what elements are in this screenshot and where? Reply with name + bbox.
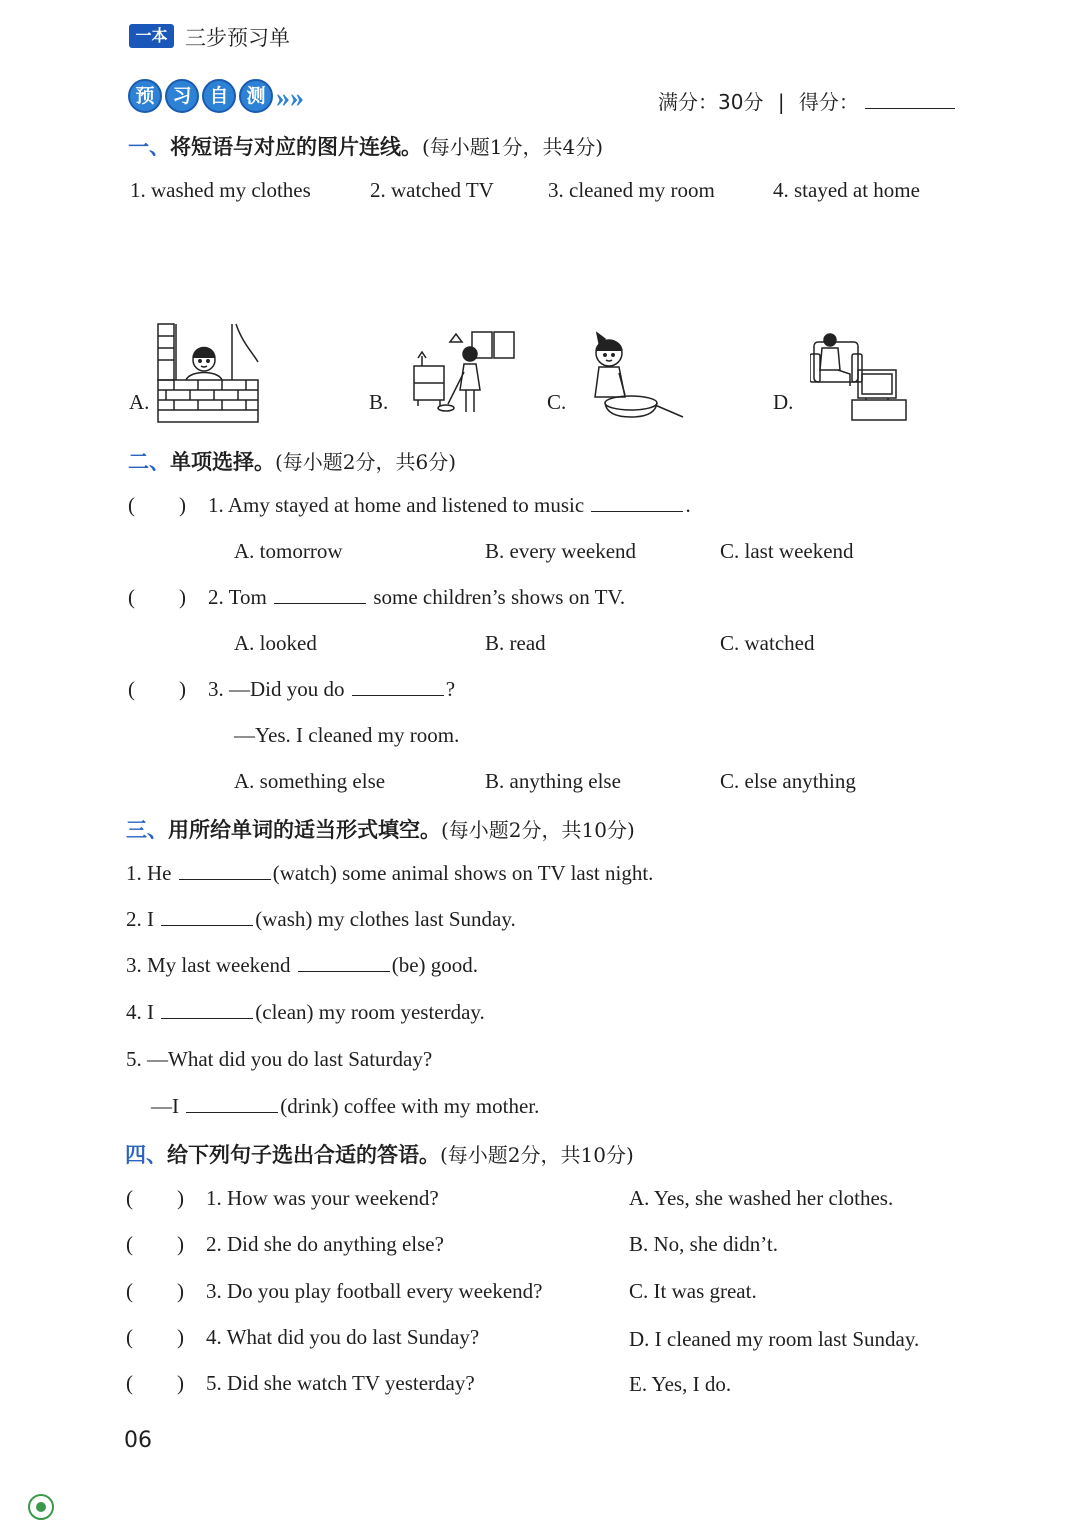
fill-question-5-response: —I (drink) coffee with my mother.: [151, 1094, 540, 1118]
girl-at-window-illustration: [156, 322, 260, 424]
q1-option-c[interactable]: C. last weekend: [720, 539, 854, 563]
answer-blank[interactable]: [186, 1111, 278, 1113]
score-blank[interactable]: [865, 108, 955, 109]
section3-number: 三、: [126, 818, 168, 842]
answer-paren[interactable]: ( ): [128, 677, 186, 701]
phrase-1: 1. washed my clothes: [130, 178, 311, 202]
washing-clothes-illustration: [585, 325, 685, 421]
choice-question-1: 1. Amy stayed at home and listened to music .: [208, 493, 691, 517]
picture-label-b: B.: [369, 390, 389, 414]
match-question-1: 1. How was your weekend?: [206, 1186, 439, 1210]
section4-title: 给下列句子选出合适的答语。: [167, 1143, 440, 1167]
answer-paren[interactable]: ( ): [128, 493, 186, 517]
banner-char-2: 习: [165, 79, 199, 113]
section1-heading: [128, 131, 603, 161]
section2-heading: [128, 446, 456, 476]
section2-note: (每小题2分，共6分): [275, 450, 457, 474]
answer-paren[interactable]: ( ): [126, 1371, 184, 1395]
fill-question-3: 3. My last weekend (be) good.: [126, 953, 479, 977]
section3-note: (每小题2分，共10分): [441, 818, 635, 842]
section4-heading: [125, 1139, 634, 1169]
match-answer-c: C. It was great.: [629, 1279, 757, 1303]
score-area: [658, 86, 955, 115]
q2-option-a[interactable]: A. looked: [234, 631, 317, 655]
q3-response: —Yes. I cleaned my room.: [234, 723, 460, 747]
page-number: 06: [124, 1428, 152, 1453]
section1-title: 将短语与对应的图片连线。: [170, 135, 422, 159]
match-question-4: 4. What did you do last Sunday?: [206, 1325, 480, 1349]
got-score-label: 得分：: [798, 90, 859, 114]
q3-option-a[interactable]: A. something else: [234, 769, 386, 793]
phrase-3: 3. cleaned my room: [548, 178, 715, 202]
full-score-label: 满分：30分: [658, 90, 764, 114]
answer-blank[interactable]: [274, 602, 366, 604]
match-answer-a: A. Yes, she washed her clothes.: [629, 1186, 894, 1210]
section4-note: (每小题2分，共10分): [440, 1143, 634, 1167]
score-divider: |: [777, 90, 785, 114]
phrase-4: 4. stayed at home: [773, 178, 920, 202]
answer-blank[interactable]: [298, 970, 390, 972]
brand-badge: 一本: [129, 24, 174, 48]
fill-question-4: 4. I (clean) my room yesterday.: [126, 1000, 485, 1024]
match-question-2: 2. Did she do anything else?: [206, 1232, 444, 1256]
answer-paren[interactable]: ( ): [126, 1279, 184, 1303]
fill-question-2: 2. I (wash) my clothes last Sunday.: [126, 907, 516, 931]
section2-title: 单项选择。: [170, 450, 275, 474]
answer-paren[interactable]: ( ): [126, 1232, 184, 1256]
header-title: 三步预习单: [185, 26, 290, 50]
answer-blank[interactable]: [161, 1017, 253, 1019]
section1-number: 一、: [128, 135, 170, 159]
answer-blank[interactable]: [352, 694, 444, 696]
section4-number: 四、: [125, 1143, 167, 1167]
section2-number: 二、: [128, 450, 170, 474]
fill-question-1: 1. He (watch) some animal shows on TV last night.: [126, 861, 654, 885]
section3-title: 用所给单词的适当形式填空。: [168, 818, 441, 842]
watermark-logo-icon: [26, 1492, 56, 1522]
choice-question-2: 2. Tom some children’s shows on TV.: [208, 585, 626, 609]
q2-option-b[interactable]: B. read: [485, 631, 546, 655]
phrase-2: 2. watched TV: [370, 178, 494, 202]
answer-blank[interactable]: [179, 878, 271, 880]
match-answer-d: D. I cleaned my room last Sunday.: [629, 1327, 920, 1351]
answer-blank[interactable]: [591, 510, 683, 512]
section1-note: (每小题1分，共4分): [422, 135, 604, 159]
banner-arrows-icon: »»: [276, 82, 304, 114]
q3-option-c[interactable]: C. else anything: [720, 769, 856, 793]
q3-option-b[interactable]: B. anything else: [485, 769, 621, 793]
answer-paren[interactable]: ( ): [126, 1325, 184, 1349]
q1-option-a[interactable]: A. tomorrow: [234, 539, 343, 563]
section3-heading: [126, 814, 635, 844]
answer-paren[interactable]: ( ): [126, 1186, 184, 1210]
picture-label-a: A.: [129, 390, 150, 414]
match-question-3: 3. Do you play football every weekend?: [206, 1279, 543, 1303]
banner-char-4: 测: [239, 79, 273, 113]
match-question-5: 5. Did she watch TV yesterday?: [206, 1371, 475, 1395]
watching-tv-illustration: [810, 330, 910, 422]
q2-option-c[interactable]: C. watched: [720, 631, 815, 655]
match-answer-b: B. No, she didn’t.: [629, 1232, 778, 1256]
picture-label-d: D.: [773, 390, 794, 414]
match-answer-e: E. Yes, I do.: [629, 1372, 732, 1396]
answer-blank[interactable]: [161, 924, 253, 926]
choice-question-3: 3. —Did you do ?: [208, 677, 456, 701]
answer-paren[interactable]: ( ): [128, 585, 186, 609]
preview-banner: [128, 79, 304, 114]
q1-option-b[interactable]: B. every weekend: [485, 539, 637, 563]
banner-char-3: 自: [202, 79, 236, 113]
picture-label-c: C.: [547, 390, 567, 414]
sweeping-room-illustration: [412, 328, 520, 420]
fill-question-5: 5. —What did you do last Saturday?: [126, 1047, 433, 1071]
banner-char-1: 预: [128, 79, 162, 113]
